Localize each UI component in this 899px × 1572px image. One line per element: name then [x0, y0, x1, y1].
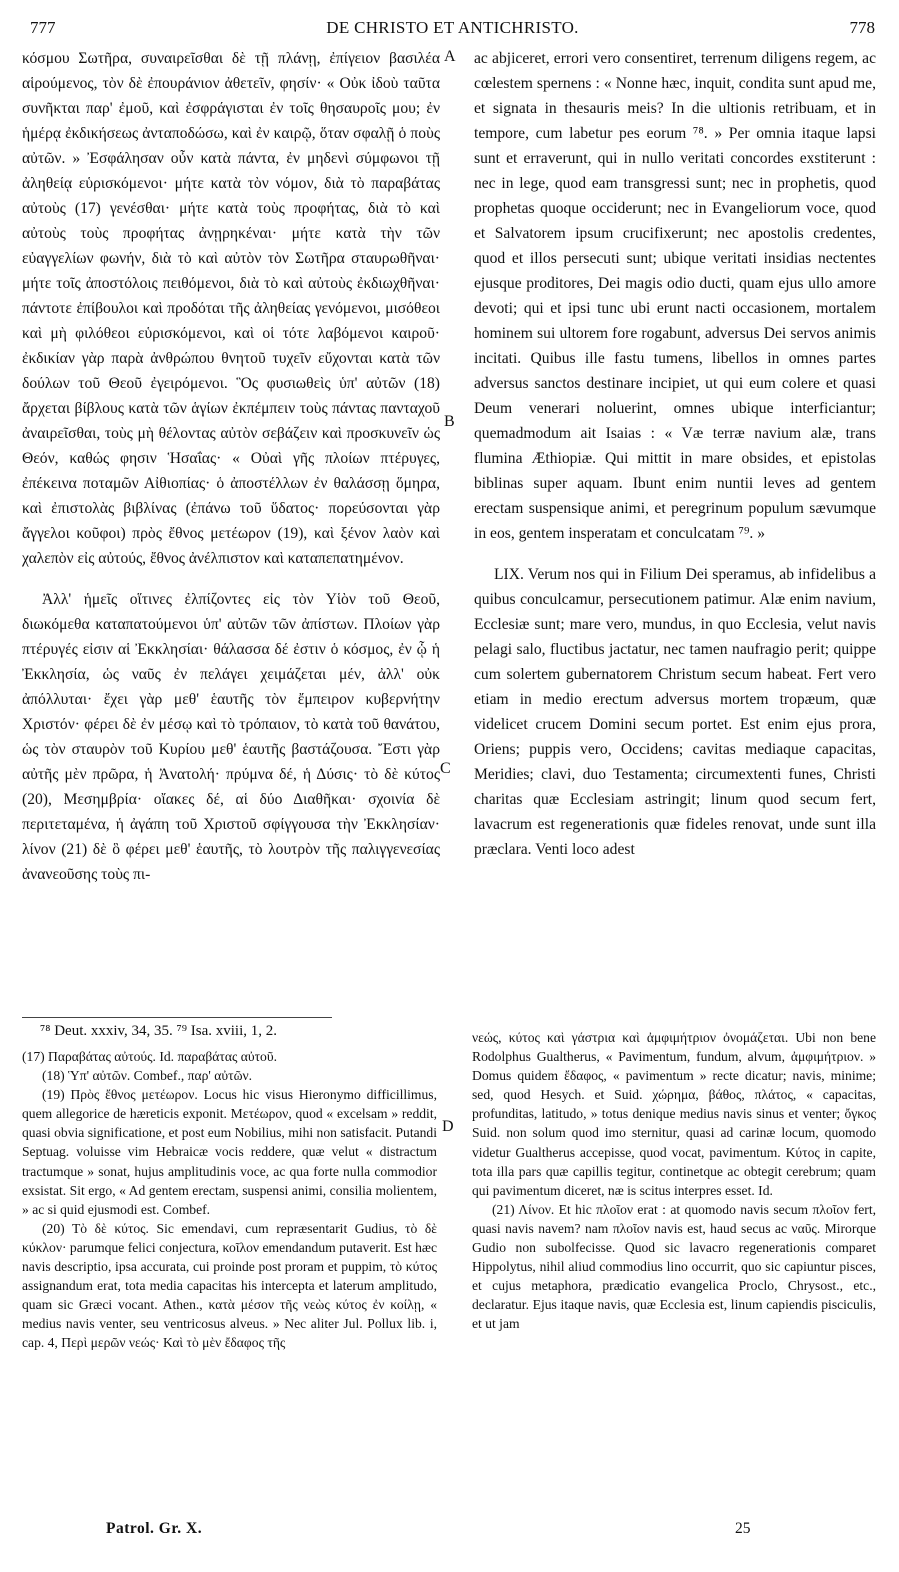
- gathering-number: 25: [735, 1520, 751, 1537]
- series-signature: Patrol. Gr. X.: [106, 1520, 203, 1537]
- note-19: (19) Πρὸς ἔθνος μετέωρον. Locus hic visus Hieronymo difficillimus, quem allegorice de hæreticis exponit. Μετέωρον, quod « excelsam » reddit, quasi obvia significatione, et post eum Nobilius, mihi non satisfacit. Putandi Septuag. voluisse vim Hebraicæ vocis reddere, quæ velut « distractum tractumque » sonat, hujus amplitudinis voce, ac qua forte nulla commodior exsistat. Sit ergo, « Ad gentem erectam, suspensi animi, consilia molientem, » ac si quid ejusmodi est. Combef.: [22, 1087, 437, 1217]
- greek-paragraph-1: κόσμου Σωτῆρα, συναιρεῖσθαι δὲ τῇ πλάνῃ, ἐπίγειον βασιλέα αἱρούμενος, τὸν δὲ ἐπουράνιον ἀθετεῖν, φησίν· « Οὐκ ἰδοὺ ταῦτα συνῆκται παρ' ἐμοῦ, καὶ ἐσφράγισται ἐν τοῖς θησαυροῖς μου; ἐν ἡμέρᾳ ἐκδικήσεως ἀνταποδώσω, καὶ ἐν καιρῷ, ὅταν σφαλῇ ὁ ποὺς αὐτῶν. » Ἐσφάλησαν οὖν κατὰ πάντα, ἐν μηδενὶ σύμφωνοι τῇ ἀληθείᾳ εὑρισκόμενοι· μήτε κατὰ τὸν νόμον, διὰ τὸ παραβάτας αὐτοὺς (17) γενέσθαι· μήτε κατὰ τοὺς προφήτας, διὰ τὸ καὶ αὐτοὺς τοὺς προφήτας ἀνῃρηκέναι· μήτε κατὰ τὴν τῶν εὐαγγελίων φωνήν, διὰ τὸ καὶ αὐτὸν τὸν Σωτῆρα σταυρωθῆναι· μήτε τοῖς ἀποστόλοις πειθόμενοι, διὰ τὸ καὶ αὐτοὺς ἐκδιωχθῆναι· πάντοτε ἐπίβουλοι καὶ προδόται τῆς ἀληθείας γενόμενοι, μισόθεοι καὶ μὴ φιλόθεοι εὑρισκόμενοι, καὶ οἱ τότε λαβόμενοι καιροῦ· ἐκδικίαν γὰρ παρὰ ἀνθρώπου θνητοῦ τυχεῖν εὔχονται κατὰ τῶν δούλων τοῦ Θεοῦ ἐγειρόμενοι. Ὃς φυσιωθεὶς ὑπ' αὐτῶν (18) ἄρχεται βίβλους κατὰ τῶν ἁγίων ἐκπέμπειν τοὺς πάντας πανταχοῦ ἀναιρεῖσθαι, τοὺς μὴ θέλοντας αὐτὸν σεβάζειν καὶ προσκυνεῖν ὡς Θεόν, καθώς φησιν Ἡσαΐας· « Οὐαὶ γῆς πλοίων πτέρυγες, ἐπέκεινα ποταμῶν Αἰθιοπίας· ὁ ἀποστέλλων ἐν θαλάσσῃ ὅμηρα, καὶ ἐπιστολὰς βιβλίνας (ἐπάνω τοῦ ὕδατος· πορεύσονται γὰρ ἄγγελοι κοῦφοι) πρὸς ἔθνος μετέωρον (19), καὶ ξένον λαὸν καὶ χαλεπὸν εἰς αὐτούς, ἔθνος ἀνέλπιστον καὶ καταπεπατημένον.: [22, 50, 440, 567]
- latin-paragraph-2: LIX. Verum nos qui in Filium Dei speramus, ab infidelibus a quibus conculcamur, persecutionem patimur. Alæ enim navium, Ecclesiæ sunt; mare vero, mundus, in quo Ecclesia, velut navis pelagi salo, fluctibus jactatur, nec tamen naufragio perit; quippe cum solertem gubernatorem Christum secum habeat. Fert vero etiam in medio erectum adversus mortem tropæum, quæ videlicet crucem Domini secum portet. Est enim ejus prora, Oriens; puppis vero, Occidens; cavitas mediaque capacitas, Meridies; clavi, duo Testamenta; circumextenti funes, Christi charitas quæ Ecclesiam astringit; linum quod secum fert, lavacrum est regenerationis quæ fideles renovat, unde sunt illa præclara. Venti loco adest: [474, 566, 876, 858]
- note-18: (18) Ὑπ' αὐτῶν. Combef., παρ' αὐτῶν.: [42, 1068, 253, 1084]
- latin-paragraph-1: ac abjiceret, errori vero consentiret, terrenum diligens regem, ac cœlestem spernens : « Nonne hæc, inquit, condita sunt apud me, et signata in thesauris meis? In die ultionis retribuam, et in tempore, cum labetur pes eorum ⁷⁸. » Per omnia itaque lapsi sunt et erraverunt, qui in nullo veritati concordes exstiterunt : nec in lege, quod eam transgressi sunt; nec in prophetis, quod prophetas quoque occiderunt; nec in Evangeliorum voce, quod et Salvatorem ipsum crucifixerunt; nec apostolis credentes, quod et illos persecuti sunt; ubique veritati insidias nectentes ejusque proditores, Dei magis odio ducti, quam ejus ullo amore devoti; qui et ipsi tunc ubi erunt nacti occasionem, mortalem hominem sui ultorem fore rogabunt, adversus Dei servos animis incitati. Quibus ille fastu tumens, libellos in omnes partes adversus sanctos destinare incipiet, ut qui eum colere et quasi Deum venerari noluerint, omnes ubique interficiantur; quemadmodum ait Isaias : « Væ terræ navium alæ, trans flumina Æthiopiæ. Qui mittit in mare obsides, et epistolas biblinas super aquam. Ibunt enim nuntii leves ad gentem erectam suspensique animi, et peregrinum populum sævumque in eos, gentem insperatam et conculcatam ⁷⁹. »: [474, 50, 876, 542]
- scripture-references: ⁷⁸ Deut. xxxiv, 34, 35. ⁷⁹ Isa. xviii, 1, 2.: [40, 1023, 278, 1039]
- page-number-left: 777: [30, 18, 56, 37]
- running-title: DE CHRISTO ET ANTICHRISTO.: [326, 18, 579, 37]
- note-21: (21) Λίνον. Et hic πλοῖον erat : at quomodo navis secum πλοῖον fert, quasi navis navem? nam πλοῖον navis est, haud secus ac ναῦς. Mirorque Gudio non subolfecisse. Quod sic lavacro regenerationis comparet Hippolytus, nihil aliud commodius lino occurrit, quo sic capiuntur pisces, et cujus metaphora, prædicatio evangelica Proclo, Chrysost., etc., declaratur. Ejus itaque navis, quæ Ecclesia est, linum capiendis pisciculis, et ut jam: [472, 1201, 876, 1332]
- margin-letter-c: C: [440, 760, 451, 777]
- margin-letter-a: A: [444, 48, 456, 65]
- note-17: (17) Παραβάτας αὐτούς. Id. παραβάτας αὐτοῦ.: [22, 1049, 277, 1064]
- page-number-right: 778: [849, 18, 875, 37]
- note-20: (20) Τὸ δὲ κύτος. Sic emendavi, cum repræsentarit Gudius, τὸ δὲ κύκλον· parumque felici conjectura, κοῖλον emendandum putaverit. Est hæc navis descriptio, ipsa accurata, cui proinde post proram et puppim, τὸ κύτος assignandum erat, tota media capacitas his intercepta et laterum amplitudo, quam sic Græci vocant. Athen., κατὰ μέσον τῆς νεὼς κύτος ἐν κοίλῃ, « medius navis venter, seu ventricosus alveus. » Nec aliter Jul. Pollux lib. i, cap. 4, Περὶ μερῶν νεώς· Καὶ τὸ μὲν ἔδαφος τῆς: [22, 1220, 437, 1351]
- note-20-continued: νεώς, κύτος καὶ γάστρια καὶ ἀμφιμήτριον ὀνομάζεται. Ubi non bene Rodolphus Gualtherus, « Pavimentum, fundum, alvum, ἀμφιμήτριον. » Domus quidem ἔδαφος, « pavimentum » recte dicatur; navis, minime; sed, quod Hesych. et Suid. χώρημα, βάθος, πλάτος, « capacitas, profunditas, latitudo, » totus denique medius navis sinus et venter; ὄγκος Suid. non solum quod imo sternitur, quasi ad carinæ locum, quomodo videtur Gualtherus accepisse, quod vocat, pavimentum. Κύτος in capite, tota illa pars quæ capillis tegitur, continetque ac obtegit cerebrum; quam qui pavimentum diceret, næ is scitus interpres esset. Id.: [472, 1030, 876, 1198]
- greek-paragraph-2: Ἀλλ' ἡμεῖς οἵτινες ἐλπίζοντες εἰς τὸν Υἱὸν τοῦ Θεοῦ, διωκόμεθα καταπατούμενοι ὑπ' αὐτῶν τῶν ἀπίστων. Πλοίων γὰρ πτέρυγές εἰσιν αἱ Ἐκκλησίαι· θάλασσα δέ ἐστιν ὁ κόσμος, ἐν ᾧ ἡ Ἐκκλησία, ὡς ναῦς ἐν πελάγει χειμάζεται μέν, ἀλλ' οὐκ ἀπόλλυται· ἔχει γὰρ μεθ' ἑαυτῆς τὸν ἔμπειρον κυβερνήτην Χριστόν· φέρει δὲ ἐν μέσῳ καὶ τὸ τρόπαιον, τὸ κατὰ τοῦ θανάτου, ὡς τὸν σταυρὸν τοῦ Κυρίου μεθ' ἑαυτῆς βαστάζουσα. Ἔστι γὰρ αὐτῆς μὲν πρῶρα, ἡ Ἀνατολή· πρύμνα δέ, ἡ Δύσις· τὸ δὲ κύτος (20), Μεσημβρία· οἴακες δέ, αἱ δύο Διαθῆκαι· σχοινία δὲ περιτεταμένα, ἡ ἀγάπη τοῦ Χριστοῦ σφίγγουσα τὴν Ἐκκλησίαν· λίνον (21) δὲ ὃ φέρει μεθ' ἑαυτῆς, τὸ λουτρὸν τῆς παλιγγενεσίας ἀνανεοῦσης τοὺς πι-: [22, 591, 440, 883]
- notes-left-column: [22, 1047, 437, 1353]
- page-header: [30, 18, 875, 42]
- margin-letter-d: D: [442, 1118, 454, 1135]
- latin-column: [474, 46, 876, 862]
- footnote-rule: [22, 1017, 332, 1018]
- margin-letter-b: B: [444, 413, 455, 430]
- notes-right-column: [472, 1028, 876, 1334]
- greek-column: [22, 46, 440, 887]
